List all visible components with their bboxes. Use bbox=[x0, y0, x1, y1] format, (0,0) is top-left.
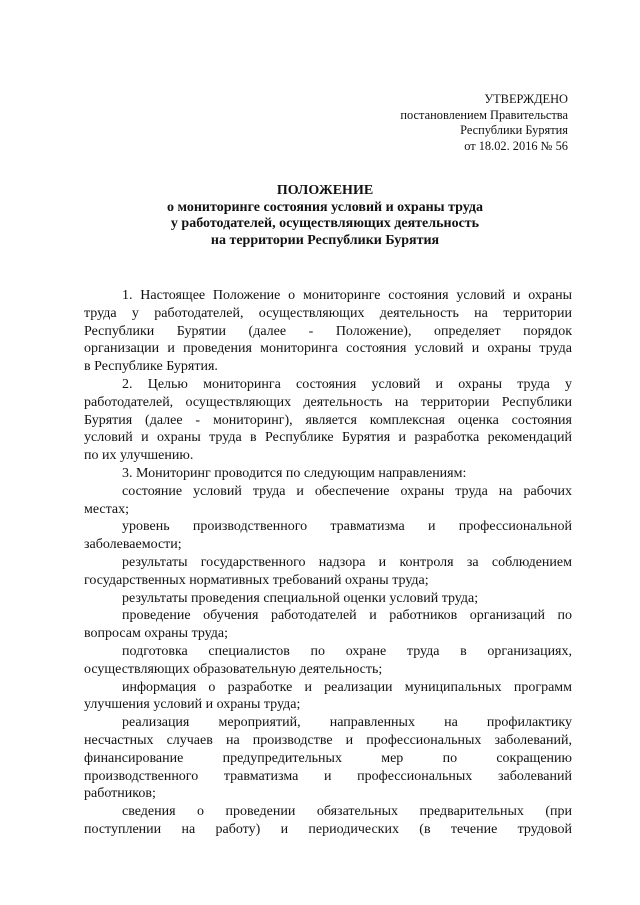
approval-authority: Республики Бурятия bbox=[460, 123, 568, 137]
body-line: производственного травматизма и профессиональных заболеваний bbox=[84, 768, 572, 784]
body-line: финансирование предупредительных мер по сокращению bbox=[84, 750, 572, 766]
body-line: подготовка специалистов по охране труда в организациях, bbox=[122, 643, 572, 659]
body-line: в Республике Бурятия. bbox=[84, 359, 218, 375]
title-line: у работодателей, осуществляющих деятельность bbox=[170, 216, 480, 232]
body-line: проведение обучения работодателей и работников организаций по bbox=[122, 608, 572, 624]
body-line: результаты государственного надзора и контроля за соблюдением bbox=[122, 554, 572, 570]
body-line: поступлении на работу) и периодических (в течение трудовой bbox=[84, 821, 572, 837]
body-line: информация о разработке и реализации муниципальных программ bbox=[122, 679, 572, 695]
body-line: работников; bbox=[84, 786, 156, 802]
body-line: организации и проведения мониторинга состояния условий и охраны труда bbox=[84, 341, 572, 357]
title-line: ПОЛОЖЕНИЕ bbox=[276, 183, 374, 198]
body-line: 2. Целью мониторинга состояния условий и охраны труда у bbox=[122, 376, 572, 392]
body-line: улучшения условий и охраны труда; bbox=[84, 697, 301, 713]
body-line: 3. Мониторинг проводится по следующим направлениям: bbox=[122, 465, 467, 481]
body-line: уровень производственного травматизма и профессиональной bbox=[122, 519, 572, 535]
document-title bbox=[90, 183, 560, 250]
body-line: 1. Настоящее Положение о мониторинге состояния условий и охраны bbox=[122, 288, 572, 303]
body-line: результаты проведения специальной оценки условий труда; bbox=[122, 590, 479, 606]
document-body bbox=[84, 287, 572, 839]
approval-heading: УТВЕРЖДЕНО bbox=[484, 92, 568, 106]
body-line: осуществляющих образовательную деятельность; bbox=[84, 661, 383, 677]
body-line: сведения о проведении обязательных предварительных (при bbox=[122, 804, 572, 820]
body-line: условий и охраны труда в Республике Бурятия и разработка рекомендаций bbox=[84, 430, 572, 446]
body-line: по их улучшению. bbox=[84, 448, 194, 464]
body-line: государственных нормативных требований охраны труда; bbox=[84, 572, 429, 588]
title-line: о мониторинге состояния условий и охраны труда bbox=[167, 199, 483, 215]
body-line: вопросам охраны труда; bbox=[84, 626, 229, 642]
body-line: Республики Бурятии (далее - Положение), определяет порядок bbox=[84, 323, 572, 339]
approval-by: постановлением Правительства bbox=[400, 107, 568, 122]
body-line: местах; bbox=[84, 501, 130, 517]
body-line: состояние условий труда и обеспечение охраны труда на рабочих bbox=[122, 483, 572, 499]
body-line: Бурятия (далее - мониторинг), является комплексная оценка состояния bbox=[84, 412, 572, 428]
title-line: на территории Республики Бурятия bbox=[210, 233, 440, 249]
approval-stamp bbox=[368, 92, 568, 154]
approval-date-number: от 18.02. 2016 № 56 bbox=[464, 138, 568, 153]
body-line: реализация мероприятий, направленных на профилактику bbox=[122, 715, 572, 731]
body-line: работодателей, осуществляющих деятельность на территории Республики bbox=[84, 394, 572, 410]
body-line: заболеваемости; bbox=[84, 537, 182, 553]
body-line: несчастных случаев на производстве и профессиональных заболеваний, bbox=[84, 732, 572, 748]
body-line: труда у работодателей, осуществляющих деятельность на территории bbox=[84, 305, 572, 321]
